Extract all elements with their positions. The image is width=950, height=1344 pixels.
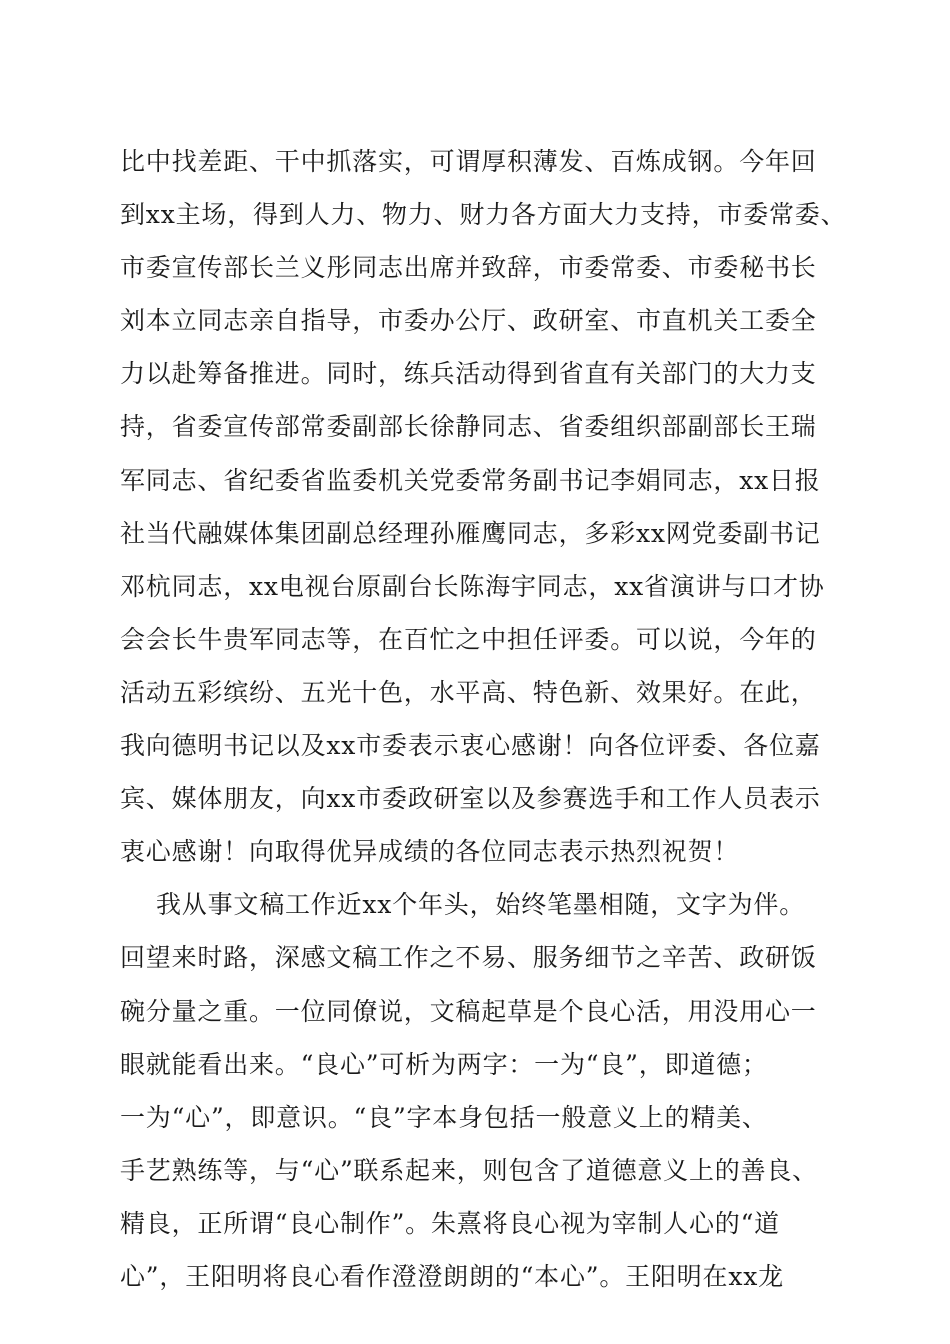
text-line: 持，省委宣传部常委副部长徐静同志、省委组织部副部长王瑞 [120,412,817,442]
text-line: 市委宣传部长兰义彤同志出席并致辞，市委常委、市委秘书长 [120,253,817,283]
text-line: 碗分量之重。一位同僚说，文稿起草是个良心活，用没用心一 [120,996,817,1026]
text-line: 衷心感谢！向取得优异成绩的各位同志表示热烈祝贺！ [120,837,740,867]
text-line: 邓杭同志，xx电视台原副台长陈海宇同志，xx省演讲与口才协 [120,571,825,601]
text-line: 军同志、省纪委省监委机关党委常务副书记李娟同志，xx日报 [120,465,821,495]
text-line: 回望来时路，深感文稿工作之不易、服务细节之辛苦、政研饭 [120,943,817,973]
text-line: 心”，王阳明将良心看作澄澄朗朗的“本心”。王阳明在xx龙 [120,1261,784,1291]
text-line: 力以赴筹备推进。同时，练兵活动得到省直有关部门的大力支 [120,359,817,389]
text-line: 我从事文稿工作近xx个年头，始终笔墨相随，文字为伴。 [156,890,806,920]
text-line: 会会长牛贵军同志等，在百忙之中担任评委。可以说，今年的 [120,624,817,654]
text-line: 精良，正所谓“良心制作”。朱熹将良心视为宰制人心的“道 [120,1208,780,1238]
text-line: 眼就能看出来。“良心”可析为两字：一为“良”，即道德； [120,1049,768,1079]
text-line: 活动五彩缤纷、五光十色，水平高、特色新、效果好。在此， [120,677,817,707]
text-line: 社当代融媒体集团副总经理孙雁鹰同志，多彩xx网党委副书记 [120,518,821,548]
paragraph-2 [120,887,840,1295]
text-line: 比中找差距、干中抓落实，可谓厚积薄发、百炼成钢。今年回 [120,147,817,176]
text-line: 到xx主场，得到人力、物力、财力各方面大力支持，市委常委、 [120,200,847,230]
text-line: 手艺熟练等，与“心”联系起来，则包含了道德意义上的善良、 [120,1155,818,1185]
text-line: 宾、媒体朋友，向xx市委政研室以及参赛选手和工作人员表示 [120,784,821,814]
text-line: 我向德明书记以及xx市委表示衷心感谢！向各位评委、各位嘉 [120,731,821,761]
text-line: 刘本立同志亲自指导，市委办公厅、政研室、市直机关工委全 [120,306,817,336]
document-body [120,144,847,1312]
text-line: 一为“心”，即意识。“良”字本身包括一般意义上的精美、 [120,1102,768,1132]
paragraph-1 [120,144,847,870]
